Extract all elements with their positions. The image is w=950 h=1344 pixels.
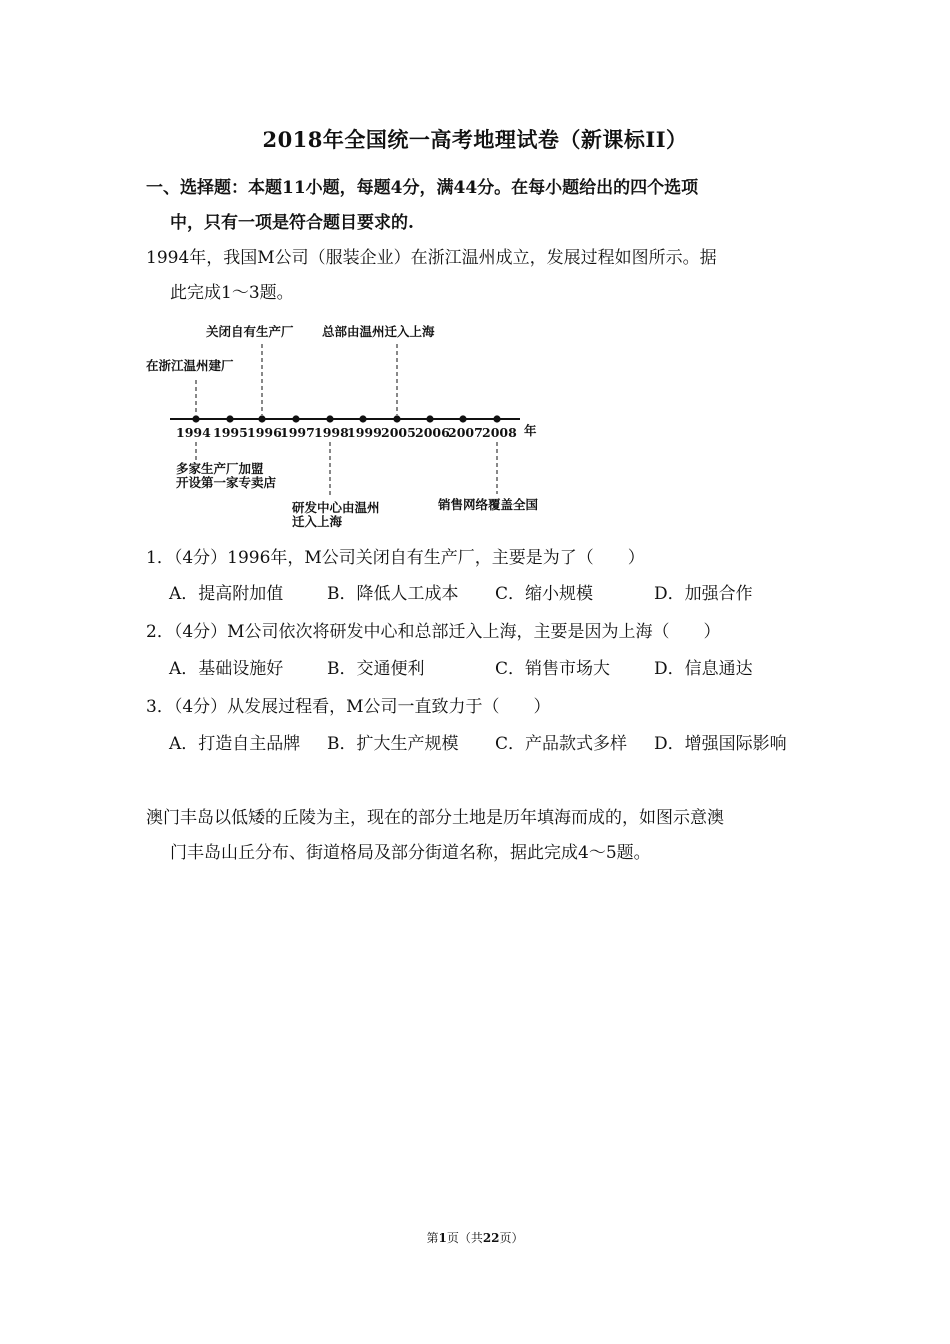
timeline-dot-1997 (292, 415, 299, 422)
question-2-option-a: A．基础设施好 (169, 659, 284, 679)
event-label-1998-below-line-2: 迁入上海 (292, 514, 343, 529)
footer-total-pages: 22 (482, 1231, 500, 1245)
year-label-2006: 2006 (415, 425, 450, 440)
question-2-option-d: D．信息通达 (654, 659, 753, 679)
year-label-1994: 1994 (176, 425, 211, 440)
question-3-option-d: D．增强国际影响 (654, 734, 787, 754)
year-label-2008: 2008 (482, 425, 517, 440)
question-3-option-a: A．打造自主品牌 (169, 734, 301, 754)
timeline-dot-1999 (359, 415, 366, 422)
intro-passage-2-line-2: 门丰岛山丘分布、街道格局及部分街道名称，据此完成4～5题。 (170, 843, 651, 863)
paper-title: 2018年全国统一高考地理试卷（新课标II） (262, 127, 688, 152)
footer-suffix: 页） (499, 1231, 524, 1245)
timeline-dot-1998 (326, 415, 333, 422)
intro-passage-2-line-1: 澳门丰岛以低矮的丘陵为主，现在的部分土地是历年填海而成的，如图示意澳 (146, 808, 724, 828)
event-label-2008-below: 销售网络覆盖全国 (438, 497, 539, 512)
year-label-2007: 2007 (448, 425, 483, 440)
page-footer (0, 1229, 950, 1246)
event-label-1998-below-line-1: 研发中心由温州 (292, 500, 380, 515)
intro-passage-1-line-1: 1994年，我国M公司（服装企业）在浙江温州成立，发展过程如图所示。据 (146, 248, 717, 268)
timeline-diagram (140, 318, 580, 534)
event-label-1996: 关闭自有生产厂 (206, 324, 294, 339)
year-label-2005: 2005 (381, 425, 416, 440)
timeline-dot-2005 (393, 415, 400, 422)
question-2-option-b: B．交通便利 (327, 659, 425, 679)
year-label-1998: 1998 (314, 425, 349, 440)
question-2-option-c: C．销售市场大 (495, 659, 611, 679)
year-label-1997: 1997 (280, 425, 315, 440)
year-unit-label: 年 (524, 423, 537, 438)
footer-page-number: 1 (438, 1231, 447, 1245)
question-3-option-c: C．产品款式多样 (495, 734, 628, 754)
question-3-stem: 3．（4分）从发展过程看，M公司一直致力于（ ） (146, 697, 551, 717)
intro-passage-2 (146, 801, 816, 871)
section-heading-line-1: 一、选择题：本题11小题，每题4分，满44分。在每小题给出的四个选项 (146, 178, 699, 198)
timeline-dot-2007 (459, 415, 466, 422)
footer-prefix: 第 (426, 1231, 439, 1245)
question-1-option-b: B．降低人工成本 (327, 584, 459, 604)
event-label-2005: 总部由温州迁入上海 (322, 324, 435, 339)
year-label-1999: 1999 (347, 425, 382, 440)
question-1-option-c: C．缩小规模 (495, 584, 594, 604)
timeline-dot-1995 (226, 415, 233, 422)
timeline-dot-1994 (192, 415, 199, 422)
question-1-option-a: A．提高附加值 (169, 584, 284, 604)
question-3-option-b: B．扩大生产规模 (327, 734, 459, 754)
timeline-dot-1996 (258, 415, 265, 422)
event-label-1994-below-line-1: 多家生产厂加盟 (176, 461, 264, 476)
section-heading-line-2: 中，只有一项是符合题目要求的. (170, 213, 414, 233)
year-label-1996: 1996 (247, 425, 282, 440)
question-2-stem: 2．（4分）M公司依次将研发中心和总部迁入上海，主要是因为上海（ ） (146, 622, 721, 642)
question-1-stem: 1．（4分）1996年，M公司关闭自有生产厂，主要是为了（ ） (146, 548, 645, 568)
event-label-1994: 在浙江温州建厂 (146, 358, 234, 373)
event-label-1994-below-line-2: 开设第一家专卖店 (176, 475, 277, 490)
intro-passage-1 (146, 241, 816, 311)
timeline-dot-2006 (426, 415, 433, 422)
intro-passage-1-line-2: 此完成1～3题。 (170, 283, 294, 303)
year-label-1995: 1995 (213, 425, 248, 440)
section-heading (146, 171, 816, 241)
question-1-option-d: D．加强合作 (654, 584, 753, 604)
footer-middle: 页（共 (446, 1231, 483, 1245)
timeline-dot-2008 (493, 415, 500, 422)
